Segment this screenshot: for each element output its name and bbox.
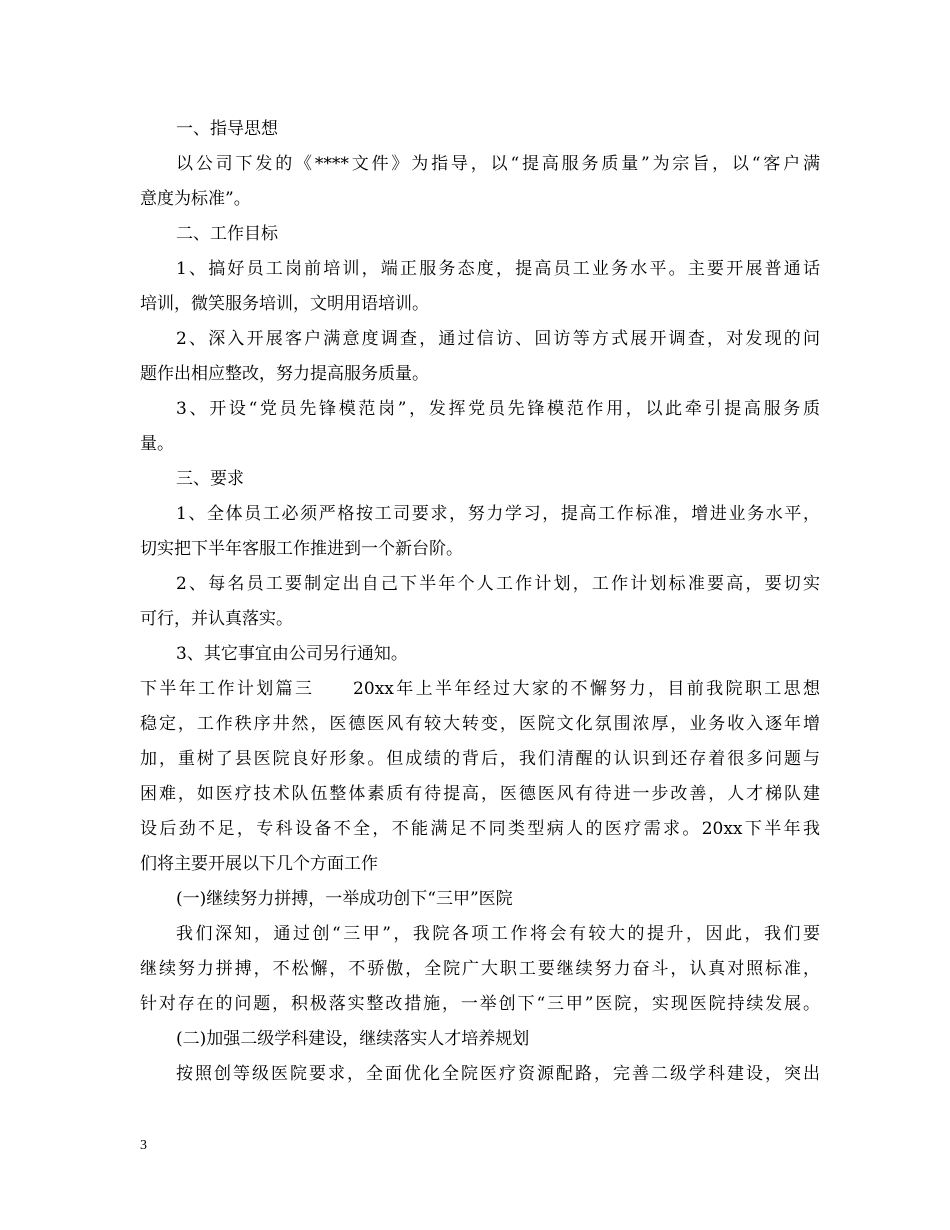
page-number: 3 bbox=[140, 1138, 147, 1153]
heading-guiding-thought: 一、指导思想 bbox=[176, 119, 278, 139]
paragraph-line: 1、全体员工必须严格按工司要求，努力学习，提高工作标准，增进业务水平， bbox=[176, 504, 820, 524]
paragraph-line: 困难，如医疗技术队伍整体素质有待提高，医德医风有待进一步改善，人才梯队建 bbox=[140, 784, 820, 804]
heading-requirements: 三、要求 bbox=[176, 469, 244, 489]
subheading-line: (二)加强二级学科建设，继续落实人才培养规划 bbox=[176, 1029, 530, 1049]
paragraph-line: 我们深知，通过创“三甲”，我院各项工作将会有较大的提升，因此，我们要 bbox=[176, 924, 820, 944]
paragraph-line: 以公司下发的《****文件》为指导，以“提高服务质量”为宗旨，以“客户满 bbox=[176, 154, 820, 174]
paragraph-line: 3、开设“党员先锋模范岗”，发挥党员先锋模范作用，以此牵引提高服务质 bbox=[176, 399, 820, 419]
paragraph-line: 加，重树了县医院良好形象。但成绩的背后，我们清醒的认识到还存着很多问题与 bbox=[140, 749, 820, 769]
paragraph-line: 可行，并认真落实。 bbox=[140, 609, 293, 629]
document-body bbox=[140, 112, 820, 1092]
subheading-line: (一)继续努力拼搏，一举成功创下“三甲”医院 bbox=[176, 889, 513, 909]
paragraph-line: 针对存在的问题，积极落实整改措施，一举创下“三甲”医院，实现医院持续发展。 bbox=[140, 994, 820, 1014]
paragraph-line: 1、搞好员工岗前培训，端正服务态度，提高员工业务水平。主要开展普通话 bbox=[176, 259, 820, 279]
section-title-line: 下半年工作计划篇三 20xx年上半年经过大家的不懈努力，目前我院职工思想 bbox=[140, 679, 820, 699]
paragraph-line: 意度为标准”。 bbox=[140, 189, 251, 209]
paragraph-line: 按照创等级医院要求，全面优化全院医疗资源配路，完善二级学科建设，突出 bbox=[176, 1064, 820, 1084]
paragraph-line: 2、每名员工要制定出自己下半年个人工作计划，工作计划标准要高，要切实 bbox=[176, 574, 820, 594]
paragraph-line: 切实把下半年客服工作推进到一个新台阶。 bbox=[140, 539, 463, 559]
paragraph-line: 题作出相应整改，努力提高服务质量。 bbox=[140, 364, 429, 384]
paragraph-line: 量。 bbox=[140, 434, 174, 454]
paragraph-line: 3、其它事宜由公司另行通知。 bbox=[176, 644, 408, 664]
heading-work-goals: 二、工作目标 bbox=[176, 224, 278, 244]
paragraph-line: 2、深入开展客户满意度调查，通过信访、回访等方式展开调查，对发现的问 bbox=[176, 329, 820, 349]
paragraph-line: 继续努力拼搏，不松懈，不骄傲，全院广大职工要继续努力奋斗，认真对照标准， bbox=[140, 959, 820, 979]
paragraph-line: 设后劲不足，专科设备不全，不能满足不同类型病人的医疗需求。20xx下半年我 bbox=[140, 819, 820, 839]
paragraph-line: 稳定，工作秩序井然，医德医风有较大转变，医院文化氛围浓厚，业务收入逐年增 bbox=[140, 714, 820, 734]
paragraph-line: 培训，微笑服务培训，文明用语培训。 bbox=[140, 294, 429, 314]
paragraph-line: 们将主要开展以下几个方面工作 bbox=[140, 854, 378, 874]
